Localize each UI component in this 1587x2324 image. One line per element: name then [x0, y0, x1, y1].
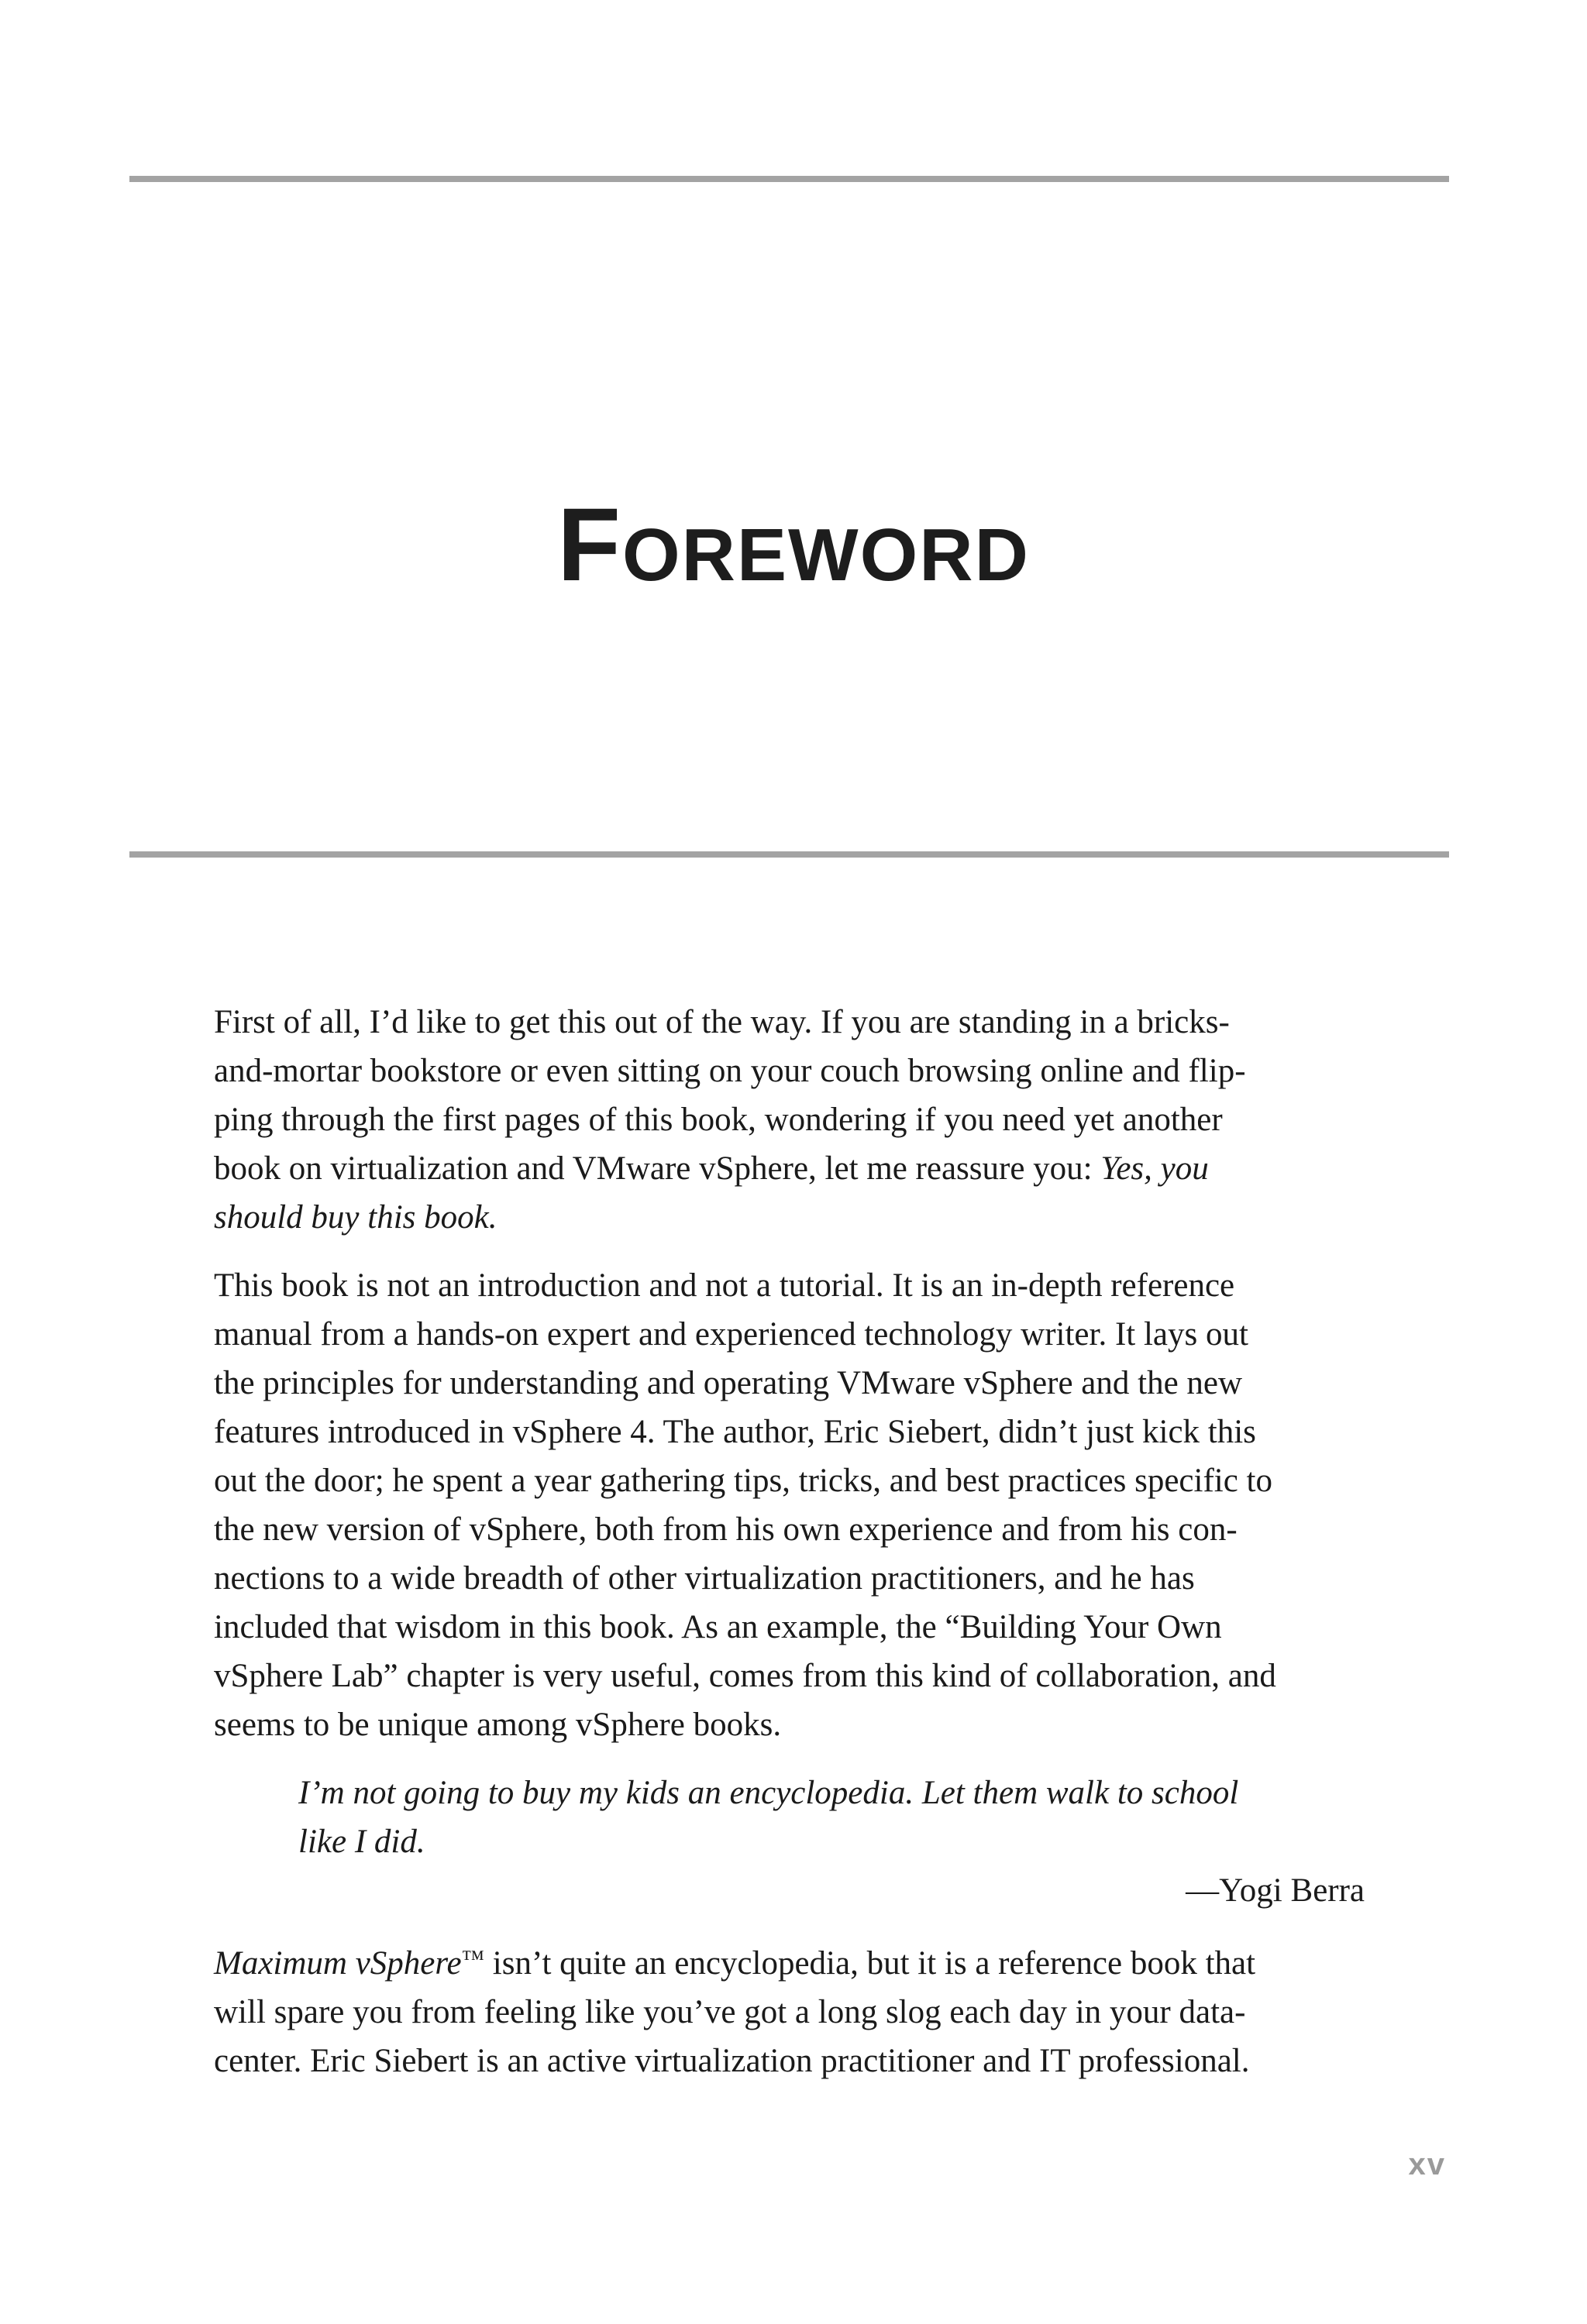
text-line: [214, 1193, 1446, 1242]
text-fragment: isn’t quite an encyclopedia, but it is a reference book that: [484, 1945, 1256, 1982]
book-title-text: Maximum vSphere: [214, 1945, 462, 1982]
foreword-body: [214, 998, 1446, 2105]
text-line: features introduced in vSphere 4. The author, Eric Siebert, didn’t just kick this: [214, 1414, 1256, 1450]
text-line: nections to a wide breadth of other virtualization practitioners, and he has: [214, 1560, 1195, 1597]
title-rest: OREWORD: [621, 514, 1030, 597]
text-line: will spare you from feeling like you’ve got a long slog each day in your data-: [214, 1994, 1246, 2030]
text-line: manual from a hands-on expert and experienced technology writer. It lays out: [214, 1316, 1248, 1353]
text-fragment: book on virtualization and VMware vSphere, let me reassure you:: [214, 1150, 1101, 1187]
text-line: the principles for understanding and operating VMware vSphere and the new: [214, 1365, 1243, 1401]
paragraph-2: [214, 1261, 1446, 1749]
text-line: [214, 1934, 1446, 1988]
text-line: out the door; he spent a year gathering tips, tricks, and best practices specific to: [214, 1463, 1273, 1499]
epigraph-quote: [298, 1769, 1375, 1866]
text-line: seems to be unique among vSphere books.: [214, 1707, 782, 1743]
bottom-rule: [129, 851, 1449, 858]
text-line: This book is not an introduction and not a tutorial. It is an in-depth reference: [214, 1267, 1235, 1304]
emphasis-text: should buy this book.: [214, 1199, 497, 1236]
text-line: First of all, I’d like to get this out of the way. If you are standing in a bricks-: [214, 1004, 1230, 1040]
quote-line: like I did.: [298, 1824, 425, 1860]
text-line: the new version of vSphere, both from his own experience and from his con-: [214, 1511, 1238, 1548]
text-line: ping through the first pages of this book, wondering if you need yet another: [214, 1102, 1223, 1138]
trademark-symbol: ™: [461, 1946, 485, 1972]
text-line: and-mortar bookstore or even sitting on your couch browsing online and flip-: [214, 1053, 1246, 1089]
paragraph-3: [214, 1934, 1446, 2085]
paragraph-1: [214, 998, 1446, 1242]
text-line: center. Eric Siebert is an active virtualization practitioner and IT professional.: [214, 2043, 1250, 2079]
emphasis-text: Yes, you: [1100, 1150, 1209, 1187]
text-line: [214, 1144, 1446, 1193]
quote-line: I’m not going to buy my kids an encyclopedia. Let them walk to school: [298, 1775, 1239, 1811]
page-number: xv: [1408, 2147, 1446, 2181]
text-line: included that wisdom in this book. As an example, the “Building Your Own: [214, 1609, 1222, 1645]
quote-attribution: —Yogi Berra: [1186, 1872, 1365, 1909]
page-title: [0, 483, 1587, 608]
title-initial: F: [557, 487, 622, 603]
text-line: vSphere Lab” chapter is very useful, comes from this kind of collaboration, and: [214, 1658, 1276, 1694]
top-rule: [129, 176, 1449, 182]
